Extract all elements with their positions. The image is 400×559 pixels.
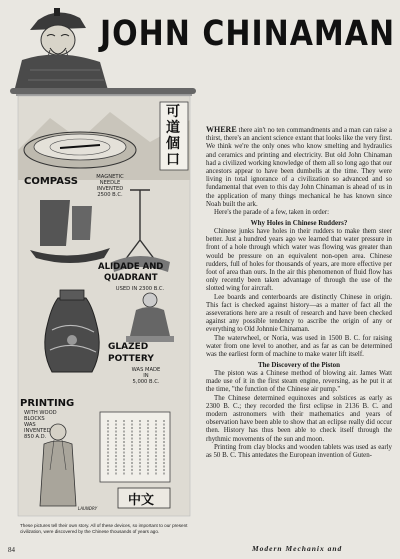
magazine-name: Modern Mechanix and [252,544,343,553]
dropcap-word: WHERE [206,125,237,134]
article-column [206,126,392,460]
chinese-scholar-figure [14,8,108,92]
printing-sub-line: BLOCKS [24,416,45,422]
printing-sub-line: 850 A.D. [24,434,47,440]
printing-sub-line: INVENTED [24,428,51,434]
seal-characters: 中文 [128,493,155,508]
article-text: there ain't no ten commandments and a man can raise a thirst, there's an ancient science extant that looks like the very first. We think we're the only ones who know smelting and hydraulics and ceramics and printing and electricity. But old John Chinaman had a civilized working knowledge of them all so long ago that our ancestors appear to have been dumbells at the time. They were living in total ignorance of a civilization so advanced and so fundamental that even to this day John Chinaman is ahead of us in the application of many things mechanical he has known since Noah built the ark. [206,127,392,208]
pottery-sub [122,367,170,385]
alidade-label-line2: QUADRANT [104,273,158,283]
wood-block-print [100,412,170,482]
article-paragraph: Here's the parade of a few, taken in order: [214,209,330,217]
illustration-panel [0,0,208,520]
section-heading: Why Holes in Chinese Rudders? [250,218,348,227]
article-paragraph [206,126,392,209]
compass-label: COMPASS [24,176,78,187]
compass-sub-line: NEEDLE [99,180,121,186]
compass-sub [84,174,136,198]
pottery-sub-line: 5,000 B.C. [132,379,160,385]
article-paragraph: The waterwheel, or Noria, was used in 1500 B. C. for raising water from one level to another, and as far as can be determined was the earliest form of machine to make water lift itself. [206,334,392,358]
pottery-sub-line: IN [143,373,149,379]
pottery-label-line2: POTTERY [108,354,154,364]
compass-sub-line: INVENTED [96,186,124,192]
article-paragraph: The Chinese determined equinoxes and solstices as early as 2300 B. C.; they recorded the first eclipse in 2136 B. C. and modern astronomers with their mathematics and years of observation have been able to show that an eclipse really did occur then. History has thus been able to check itself through the rhythmic movements of the sun and moon. [206,394,392,443]
printing-sub-line: WITH WOOD [24,410,57,416]
artist-signature: LAUNDRY [78,506,98,511]
compass-sub-line: 2500 B.C. [97,192,123,198]
alidade-sub: USED IN 2300 B.C. [115,286,165,292]
illustration-caption: These pictures tell their own story. All of these devices, so important to our present civilization, were discovered by the Chinese thousands of years ago. [20,523,188,534]
printing-label: PRINTING [20,398,75,409]
compass-sub-line: MAGNETIC [96,174,124,180]
printing-sub-line: WAS [24,422,36,428]
page-number: 84 [8,546,15,554]
page-title: JOHN CHINAMAN [100,14,396,55]
article-paragraph: Printing from clay blocks and wooden tablets was used as early as 50 B. C. This antedates the European invention of Guten- [206,443,392,459]
printing-sub [20,410,64,440]
pottery-sub-line: WAS MADE [131,367,161,373]
scroll-characters: 可道個口 [166,104,180,168]
section-heading: The Discovery of the Piston [257,360,341,369]
article-paragraph: Lee boards and centerboards are distinctly Chinese in origin. This fact is checked against history—as a matter of fact all the asseverations here are a result of research and have been checked against any possible tendency to ascribe the origin of any or everything to Old Johnnie Chinaman. [206,293,392,334]
article-paragraph: Chinese junks have holes in their rudders to make them steer better. Just a hundred years ago we learned that water pressure in front of a hole through which water was flowing was greater than would be pressure on an equivalent non-open area. Chinese rudders, full of holes for thousands of years, are more effective per foot of area than ours. In the air this phenomenon of fluid flow has only recently been taken advantage of through the use of the slotted wing for aircraft. [206,227,392,293]
compass-drawing [24,132,136,168]
alidade-label-line1: ALIDADE AND [98,262,164,272]
article-paragraph: The piston was a Chinese method of blowing air. James Watt made use of it in the first steam engine, reversing, as he put it at the time, "the function of the Chinese air pump." [206,369,392,394]
pottery-label-line1: GLAZED [108,342,149,352]
scroll-rod [10,88,196,96]
